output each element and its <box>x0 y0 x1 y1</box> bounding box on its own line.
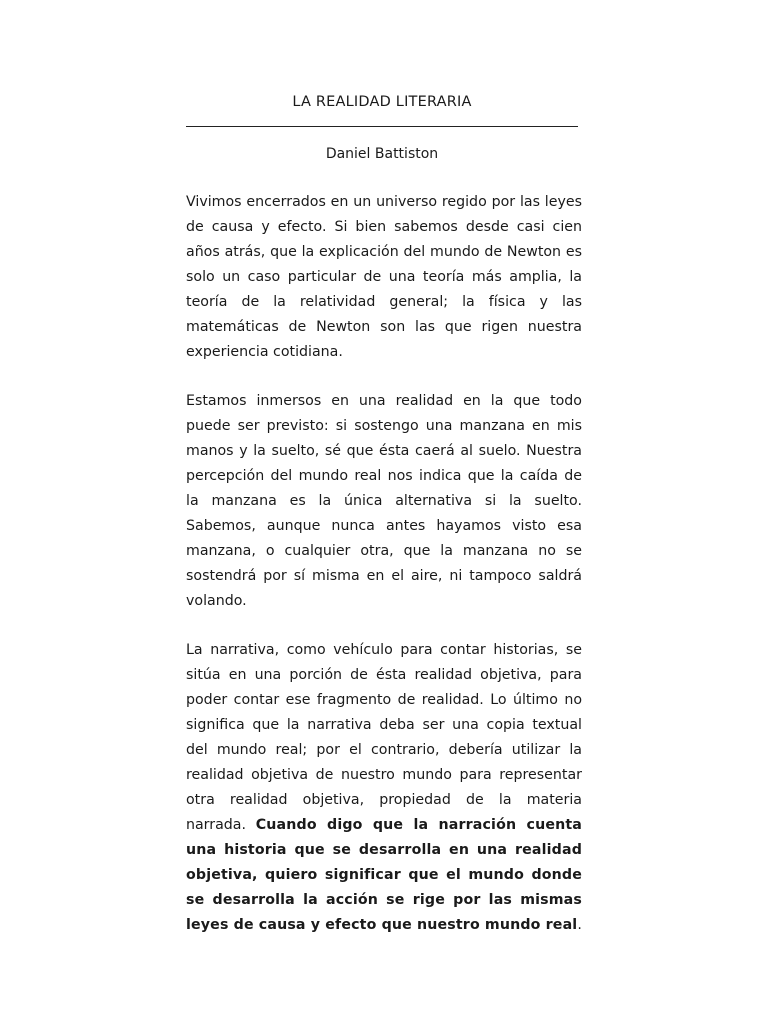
paragraph-1: Vivimos encerrados en un universo regido por las leyes de causa y efecto. Si bien sabemos desde casi cien años atrás, que la explicación del mundo de Newton es solo un caso particular de una teoría más amplia, la teoría de la relatividad general; la física y las matemáticas de Newton son las que rigen nuestra experiencia cotidiana. <box>186 194 582 360</box>
title-divider <box>186 126 578 127</box>
paragraph-3-end: . <box>577 917 582 933</box>
paragraph-3 <box>186 638 582 938</box>
paragraph-3-emphasis: Cuando digo que la narración cuenta una historia que se desarrolla en una realidad objetiva, quiero significar que el mundo donde se desarrolla la acción se rige por las mismas leyes de causa y efecto que nuestro mundo real <box>186 817 582 933</box>
document-body <box>186 190 582 962</box>
paragraph-2: Estamos inmersos en una realidad en la que todo puede ser previsto: si sostengo una manzana en mis manos y la suelto, sé que ésta caerá al suelo. Nuestra percepción del mundo real nos indica que la caída de la manzana es la única alternativa si la suelto. Sabemos, aunque nunca antes hayamos visto esa manzana, o cualquier otra, que la manzana no se sostendrá por sí misma en el aire, ni tampoco saldrá volando. <box>186 393 582 609</box>
document-author: Daniel Battiston <box>325 146 439 162</box>
document-title: LA REALIDAD LITERARIA <box>292 94 472 110</box>
paragraph-3-text: La narrativa, como vehículo para contar historias, se sitúa en una porción de ésta realidad objetiva, para poder contar ese fragmento de realidad. Lo último no significa que la narrativa deba ser una copia textual del mundo real; por el contrario, debería utilizar la realidad objetiva de nuestro mundo para representar otra realidad objetiva, propiedad de la materia narrada. <box>186 642 582 833</box>
